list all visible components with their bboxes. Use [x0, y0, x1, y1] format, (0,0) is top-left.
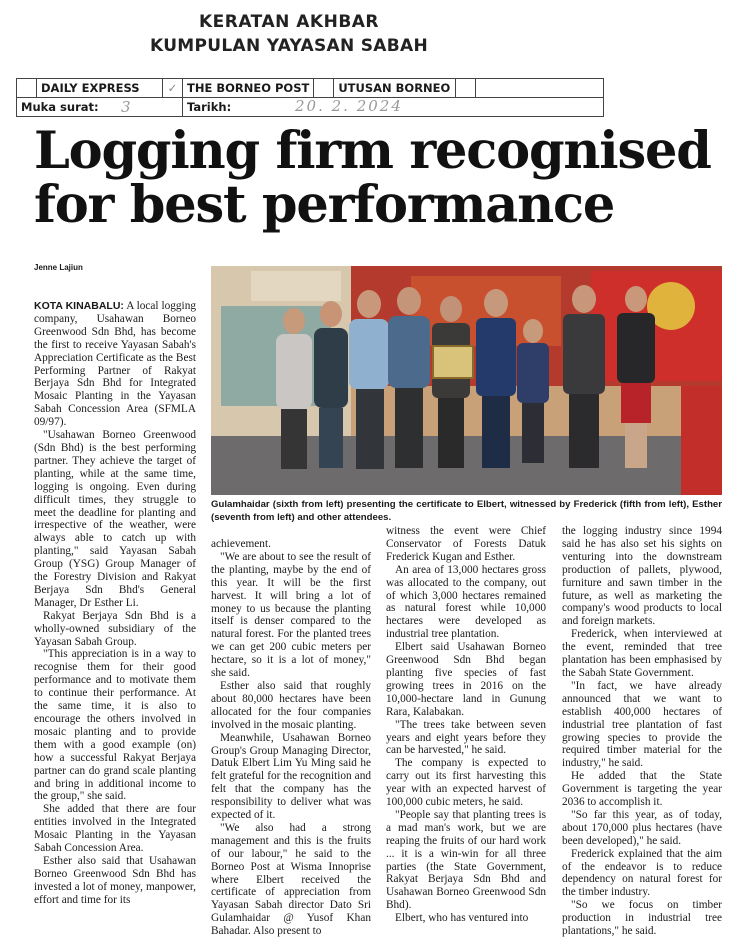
source-table: [16, 78, 604, 117]
paragraph: Frederick explained that the aim of the endeavor is to reduce dependency on natural forest for the timber industry.: [562, 847, 722, 899]
paragraph: "We are about to see the result of the planting, maybe by the end of this year. It will be the first harvest. It will bring a lot of money to us because the planting itself is denser compared to the natural forest. For the planted trees we can get 200 cubic meters per hectare, so it is a lot of money," she said.: [211, 550, 371, 680]
checkbox-cell: [314, 79, 334, 98]
paragraph: He added that the State Government is targeting the year 2036 to accomplish it.: [562, 770, 722, 809]
date-label: Tarikh:: [187, 100, 232, 114]
paragraph: The company is expected to carry out its first harvesting this year with an expected harvest of 100,000 cubic meters, he said.: [386, 757, 546, 809]
photo-caption: Gulamhaidar (sixth from left) presenting the certificate to Elbert, witnessed by Frederick (fifth from left), Esther (seventh from left) and other attendees.: [211, 499, 722, 523]
clipping-header-subtitle: KUMPULAN YAYASAN SABAH: [150, 36, 428, 56]
paragraph: Rakyat Berjaya Sdn Bhd is a wholly-owned subsidiary of the Yayasan Sabah Group.: [34, 609, 196, 648]
paragraph: "This appreciation is in a way to recognise them for their good performance and to motivate them to continue their performance. At the same time, it is also to encourage the others involved in mosaic planting and to provide them with a good example (on) how a successful Rakyat Berjaya partner can do grand scale planting and bring in additional income to the group," she said.: [34, 648, 196, 803]
paragraph-text: A local logging company, Usahawan Borneo Greenwood Sdn Bhd, has become the first to receive Yayasan Sabah's Appreciation Certificate as the Best Performing Partner of Rakyat Berjaya Sdn Bhd for Integrated Mosaic Planting in the Yayasan Sabah Concession Area (SFMLA 09/97).: [34, 300, 196, 429]
byline: Jenne Lajiun: [34, 263, 83, 272]
paragraph: Elbert said Usahawan Borneo Greenwood Sdn Bhd began planting five species of fast growing trees in 2016 on the 10,000-hectare land in Gunung Rara, Kalabakan.: [386, 641, 546, 718]
paragraph: "We also had a strong management and this is the fruits of our labour," he said to the Borneo Post at Wisma Innoprise where Elbert received the certificate of appreciation from Yayasan Sabah director Dato Sri Gulamhaidar @ Yusof Khan Bahadar. Also present to: [211, 821, 371, 938]
event-photo: [211, 266, 722, 495]
article-column-1: [34, 300, 196, 907]
checkbox-cell: [476, 79, 604, 98]
paragraph: Esther also said that roughly about 80,000 hectares have been allocated for the four companies involved in the mosaic planting.: [211, 679, 371, 731]
check-mark: ✓: [163, 79, 183, 98]
paragraph: "So far this year, as of today, about 170,000 plus hectares (have been developed)," he said.: [562, 808, 722, 847]
headline-line-2: for best performance: [34, 175, 615, 235]
paragraph: Frederick, when interviewed at the event, reminded that tree plantation has been emphasised by the Sabah State Government.: [562, 628, 722, 679]
article-headline: [34, 121, 724, 235]
paragraph: Elbert, who has ventured into: [395, 912, 529, 925]
article-column-2: [211, 538, 371, 938]
paragraph: "So we focus on timber production in industrial tree plantations," he said.: [562, 899, 722, 938]
headline-line-1: Logging firm recognised: [34, 121, 711, 181]
paragraph: witness the event were Chief Conservator of Forests Datuk Frederick Kugan and Esther.: [386, 525, 546, 563]
article-column-3: [386, 525, 546, 925]
paragraph: achievement.: [211, 538, 271, 550]
page-number-cell: [17, 98, 183, 117]
date-cell: [183, 98, 604, 117]
paragraph: Meanwhile, Usahawan Borneo Group's Group Managing Director, Datuk Elbert Lim Yu Ming said he felt grateful for the recognition and felt that the company has the responsibility to deliver what was expected of it.: [211, 731, 371, 822]
paragraph: Esther also said that Usahawan Borneo Greenwood Sdn Bhd has invested a lot of money, manpower, effort and time for its: [34, 854, 196, 906]
paragraph: "Usahawan Borneo Greenwood (Sdn Bhd) is the best performing partner. They achieve the target of planting, while at the same time, logging is ongoing. Even during difficult times, they struggle to meet the deadline for planting and irrespective of the weather, were always able to catch up with planting," said Yayasan Sabah Group (YSG) Group Manager of the Forestry Division and Rakyat Berjaya Sdn Bhd's General Manager, Dr Esther Li.: [34, 429, 196, 609]
paragraph: [34, 300, 196, 429]
paragraph: the logging industry since 1994 said he has also set his sights on venturing into the downstream production of pallets, plywood, furniture and sawn timber in the future, as well as marketing the company's wood products to local and foreign markets.: [562, 525, 722, 628]
paper-daily-express: DAILY EXPRESS: [37, 79, 163, 98]
page-value: 3: [121, 98, 133, 116]
paper-borneo-post: THE BORNEO POST: [183, 79, 314, 98]
photo-illustration: [211, 266, 722, 495]
dateline: KOTA KINABALU:: [34, 300, 124, 312]
clipping-header-title: KERATAN AKHBAR: [198, 12, 380, 32]
paragraph: "In fact, we have already announced that we want to establish 400,000 hectares of industrial tree plantation of fast growing species to provide the required timber material for the industry," he said.: [562, 679, 722, 770]
article-column-4: [562, 525, 722, 938]
paragraph: An area of 13,000 hectares gross was allocated to the company, out of which 3,000 hectares remained as natural forest while 10,000 hectares were developed as industrial tree plantation.: [386, 563, 546, 641]
date-value: 20. 2. 2024: [295, 97, 403, 115]
checkbox-cell: [456, 79, 476, 98]
paragraph: "People say that planting trees is a mad man's work, but we are reaping the fruits of our hard work ... it is a win-win for all three parties (the State Government, Rakyat Berjaya Sdn Bhd and Usahawan Borneo Greenwood Sdn Bhd).: [386, 808, 546, 912]
checkbox-cell: [17, 79, 37, 98]
paragraph: "The trees take between seven years and eight years before they can be harvested," he said.: [386, 718, 546, 757]
paper-utusan-borneo: UTUSAN BORNEO: [334, 79, 456, 98]
page-label: Muka surat:: [21, 100, 99, 114]
paragraph: She added that there are four entities involved in the Integrated Mosaic Planting in the Yayasan Sabah Concession Area.: [34, 803, 196, 855]
